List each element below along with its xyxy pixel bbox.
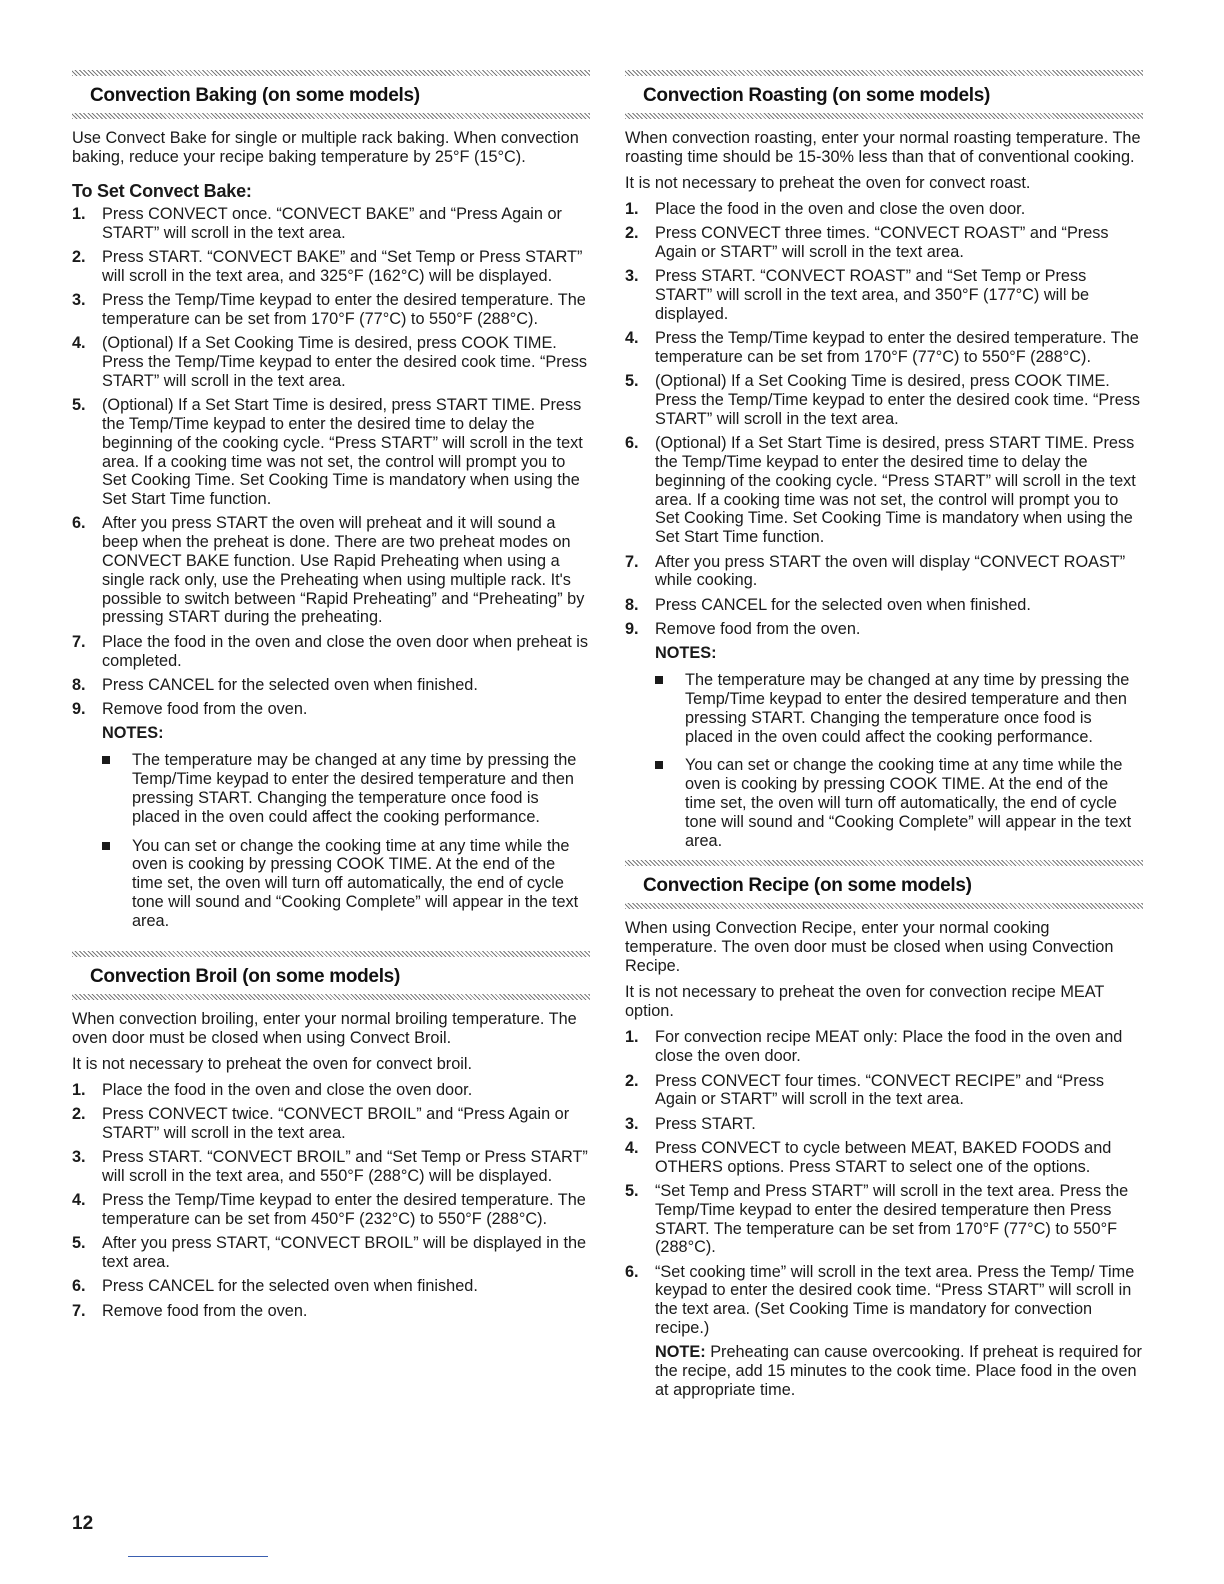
step-text: “Set Temp and Press START” will scroll in the text area. Press the Temp/Time keypad to enter the desired temperature then Press START. The temperature can be set from 170°F (77°C) to 550°F (288°C). bbox=[655, 1181, 1129, 1257]
footer-rule bbox=[128, 1556, 268, 1557]
step-text: Press CANCEL for the selected oven when finished. bbox=[655, 595, 1031, 614]
step-item bbox=[72, 1081, 590, 1100]
step-item bbox=[72, 248, 590, 286]
step-text: (Optional) If a Set Cooking Time is desired, press COOK TIME. Press the Temp/Time keypad to enter the desired cook time. “Press START” will scroll in the text area. bbox=[655, 372, 1141, 428]
step-text: Remove food from the oven. bbox=[102, 700, 308, 719]
hatch-rule bbox=[72, 994, 590, 1000]
step-text: After you press START, “CONVECT BROIL” will be displayed in the text area. bbox=[102, 1234, 587, 1271]
step-text: (Optional) If a Set Start Time is desired, press START TIME. Press the Temp/Time keypad to enter the desired time to delay the beginning of the cooking cycle. “Press START” will scroll in the text area. If a cooking time was not set, the control will prompt you to Set Cooking Time. Set Cooking Time is mandatory when using the Set Start Time function. bbox=[102, 396, 583, 509]
step-item bbox=[72, 205, 590, 243]
step-item bbox=[72, 1302, 590, 1321]
step-number: 5. bbox=[625, 1181, 639, 1200]
note-item bbox=[655, 671, 1143, 746]
step-item bbox=[72, 1191, 590, 1229]
square-bullet-icon bbox=[102, 842, 110, 850]
step-item bbox=[72, 291, 590, 329]
square-bullet-icon bbox=[655, 761, 663, 769]
step-item bbox=[625, 596, 1143, 615]
step-number: 2. bbox=[72, 1104, 86, 1123]
step-text: Place the food in the oven and close the oven door. bbox=[655, 200, 1026, 218]
subheading: To Set Convect Bake: bbox=[72, 181, 252, 201]
step-number: 7. bbox=[625, 552, 639, 571]
step-item bbox=[625, 553, 1143, 591]
step-text: Press START. “CONVECT ROAST” and “Set Temp or Press START” will scroll in the text area, and 350°F (177°C) will be displayed. bbox=[655, 267, 1090, 323]
notes-heading: NOTES: bbox=[655, 644, 717, 663]
hatch-rule bbox=[625, 113, 1143, 119]
step-text: After you press START the oven will preheat and it will sound a beep when the preheat is done. There are two preheat modes on CONVECT BAKE function. Use Rapid Preheating when using a single rack only, use the Preheating when using multiple rack. It's possible to switch between “Rapid Preheating” and “Preheating” by pressing START during the preheating. bbox=[102, 514, 585, 627]
step-number: 9. bbox=[72, 700, 86, 719]
hatch-rule bbox=[625, 903, 1143, 909]
right-column bbox=[625, 70, 1143, 1400]
step-item bbox=[625, 1115, 1143, 1134]
step-number: 1. bbox=[625, 200, 639, 218]
section-convection-broil bbox=[72, 951, 590, 1321]
step-number: 3. bbox=[625, 267, 639, 286]
step-text: Place the food in the oven and close the oven door. bbox=[102, 1080, 473, 1099]
step-text: (Optional) If a Set Start Time is desired, press START TIME. Press the Temp/Time keypad to enter the desired time to delay the beginning of the cooking cycle. “Press START” will scroll in the text area. If a cooking time was not set, the control will prompt you to Set Cooking Time. Set Cooking Time is mandatory when using the Set Start Time function. bbox=[655, 434, 1136, 547]
step-text: Press CONVECT three times. “CONVECT ROAST” and “Press Again or START” will scroll in the text area. bbox=[655, 224, 1109, 262]
step-text: After you press START the oven will display “CONVECT ROAST” while cooking. bbox=[655, 552, 1126, 590]
step-item bbox=[625, 224, 1143, 262]
section-header bbox=[625, 70, 1143, 119]
step-number: 6. bbox=[72, 514, 86, 533]
section-title: Convection Recipe (on some models) bbox=[643, 875, 972, 897]
step-number: 4. bbox=[625, 329, 639, 348]
step-number: 8. bbox=[72, 675, 86, 694]
step-text: Press CONVECT to cycle between MEAT, BAKED FOODS and OTHERS options. Press START to select one of the options. bbox=[655, 1138, 1112, 1176]
notes-list bbox=[655, 671, 1143, 850]
note-text: You can set or change the cooking time at any time while the oven is cooking by pressing COOK TIME. At the end of the time set, the oven will turn off automatically, the end of cycle tone will sound and “Cooking Complete” will appear in the text area. bbox=[685, 756, 1132, 850]
note-item bbox=[102, 837, 590, 931]
step-number: 8. bbox=[625, 595, 639, 614]
step-number: 4. bbox=[72, 334, 86, 353]
step-number: 7. bbox=[72, 632, 86, 651]
step-text: Press CANCEL for the selected oven when finished. bbox=[102, 675, 478, 694]
note-text: The temperature may be changed at any time by pressing the Temp/Time keypad to enter the desired temperature and then pressing START. Changing the temperature once food is placed in the oven could affect the cooking performance. bbox=[132, 751, 577, 826]
intro-paragraph: When convection broiling, enter your normal broiling temperature. The oven door must be closed when using Convect Broil. bbox=[72, 1009, 577, 1047]
step-item bbox=[72, 700, 590, 719]
step-text: Press CONVECT once. “CONVECT BAKE” and “Press Again or START” will scroll in the text area. bbox=[102, 205, 562, 242]
step-item bbox=[625, 200, 1143, 219]
square-bullet-icon bbox=[102, 756, 110, 764]
step-item bbox=[625, 1072, 1143, 1110]
step-number: 2. bbox=[625, 224, 639, 243]
step-item bbox=[72, 633, 590, 671]
step-number: 1. bbox=[72, 205, 86, 223]
step-item bbox=[72, 1277, 590, 1296]
step-number: 5. bbox=[72, 1234, 86, 1253]
notes-heading: NOTES: bbox=[102, 724, 164, 743]
section-header bbox=[625, 860, 1143, 909]
step-text: Press the Temp/Time keypad to enter the desired temperature. The temperature can be set from 170°F (77°C) to 550°F (288°C). bbox=[102, 291, 586, 328]
notes-list bbox=[102, 751, 590, 930]
step-number: 6. bbox=[625, 434, 639, 453]
intro-paragraph: It is not necessary to preheat the oven for convection recipe MEAT option. bbox=[625, 983, 1105, 1021]
intro-paragraph: When using Convection Recipe, enter your normal cooking temperature. The oven door must be closed when using Convection Recipe. bbox=[625, 919, 1114, 976]
step-text: (Optional) If a Set Cooking Time is desired, press COOK TIME. Press the Temp/Time keypad to enter the desired cook time. “Press START” will scroll in the text area. bbox=[102, 334, 588, 390]
step-item bbox=[625, 372, 1143, 428]
hatch-rule bbox=[72, 113, 590, 119]
step-number: 3. bbox=[72, 291, 86, 310]
step-text: Press START. “CONVECT BROIL” and “Set Temp or Press START” will scroll in the text area, and 550°F (288°C) will be displayed. bbox=[102, 1147, 588, 1185]
steps-list bbox=[625, 1028, 1143, 1337]
steps-list bbox=[625, 200, 1143, 639]
step-item bbox=[72, 1148, 590, 1186]
step-text: Press CONVECT twice. “CONVECT BROIL” and “Press Again or START” will scroll in the text area. bbox=[102, 1104, 570, 1142]
note-item bbox=[102, 751, 590, 826]
step-text: “Set cooking time” will scroll in the text area. Press the Temp/ Time keypad to enter the desired cook time. “Press START” will scroll in the text area. (Set Cooking Time is mandatory for convection recipe.) bbox=[655, 1262, 1135, 1338]
step-text: Place the food in the oven and close the oven door when preheat is completed. bbox=[102, 632, 589, 670]
intro-paragraph: It is not necessary to preheat the oven for convect broil. bbox=[72, 1054, 473, 1073]
step-number: 3. bbox=[72, 1147, 86, 1166]
note-paragraph bbox=[655, 1343, 1143, 1399]
step-text: Press START. bbox=[655, 1114, 756, 1133]
step-text: Press CANCEL for the selected oven when finished. bbox=[102, 1277, 478, 1296]
step-item bbox=[625, 329, 1143, 367]
note-text: The temperature may be changed at any time by pressing the Temp/Time keypad to enter the desired temperature and then pressing START. Changing the temperature once food is placed in the oven could affect the cooking performance. bbox=[685, 671, 1130, 746]
section-title: Convection Baking (on some models) bbox=[90, 85, 420, 106]
step-item bbox=[72, 1234, 590, 1272]
step-text: Remove food from the oven. bbox=[655, 619, 861, 638]
page-number: 12 bbox=[72, 1513, 94, 1534]
step-text: Remove food from the oven. bbox=[102, 1301, 308, 1320]
step-number: 4. bbox=[72, 1191, 86, 1210]
square-bullet-icon bbox=[655, 676, 663, 684]
step-number: 1. bbox=[625, 1028, 639, 1047]
step-number: 5. bbox=[72, 396, 86, 415]
step-number: 4. bbox=[625, 1138, 639, 1157]
note-label: NOTE: bbox=[655, 1343, 706, 1362]
step-item bbox=[72, 396, 590, 509]
step-item bbox=[625, 1139, 1143, 1177]
section-title: Convection Roasting (on some models) bbox=[643, 85, 991, 106]
step-text: Press the Temp/Time keypad to enter the desired temperature. The temperature can be set from 170°F (77°C) to 550°F (288°C). bbox=[655, 329, 1139, 367]
intro-paragraph: It is not necessary to preheat the oven for convect roast. bbox=[625, 174, 1031, 192]
section-header bbox=[72, 70, 590, 119]
left-column bbox=[72, 70, 590, 1326]
step-text: Press the Temp/Time keypad to enter the desired temperature. The temperature can be set from 450°F (232°C) to 550°F (288°C). bbox=[102, 1191, 586, 1228]
step-text: Press START. “CONVECT BAKE” and “Set Temp or Press START” will scroll in the text area, and 325°F (162°C) will be displayed. bbox=[102, 248, 583, 285]
step-number: 2. bbox=[72, 248, 86, 267]
steps-list bbox=[72, 205, 590, 719]
step-number: 7. bbox=[72, 1301, 86, 1320]
step-item bbox=[72, 676, 590, 695]
step-item bbox=[72, 334, 590, 390]
note-text: Preheating can cause overcooking. If preheat is required for the recipe, add 15 minutes to the cook time. Place food in the oven at appropriate time. bbox=[655, 1343, 1142, 1399]
section-title: Convection Broil (on some models) bbox=[90, 965, 400, 987]
intro-paragraph: Use Convect Bake for single or multiple rack baking. When convection baking, reduce your recipe baking temperature by 25°F (15°C). bbox=[72, 129, 579, 166]
step-item bbox=[72, 1105, 590, 1143]
step-item bbox=[625, 267, 1143, 323]
section-header bbox=[72, 951, 590, 1000]
step-item bbox=[625, 1028, 1143, 1066]
intro-paragraph: When convection roasting, enter your normal roasting temperature. The roasting time should be 15-30% less than that of conventional cooking. bbox=[625, 129, 1141, 166]
step-item bbox=[625, 1263, 1143, 1338]
step-number: 2. bbox=[625, 1071, 639, 1090]
step-number: 1. bbox=[72, 1080, 86, 1099]
step-item bbox=[72, 514, 590, 627]
step-item bbox=[625, 434, 1143, 547]
step-number: 6. bbox=[625, 1262, 639, 1281]
step-item bbox=[625, 620, 1143, 639]
step-number: 3. bbox=[625, 1114, 639, 1133]
step-item bbox=[625, 1182, 1143, 1257]
section-convection-roasting bbox=[625, 70, 1143, 850]
step-text: Press CONVECT four times. “CONVECT RECIPE” and “Press Again or START” will scroll in the text area. bbox=[655, 1071, 1105, 1109]
note-text: You can set or change the cooking time at any time while the oven is cooking by pressing COOK TIME. At the end of the time set, the oven will turn off automatically, the end of cycle tone will sound and “Cooking Complete” will appear in the text area. bbox=[132, 836, 579, 930]
section-convection-recipe bbox=[625, 860, 1143, 1399]
note-item bbox=[655, 756, 1143, 850]
step-text: For convection recipe MEAT only: Place the food in the oven and close the oven door. bbox=[655, 1028, 1123, 1066]
step-number: 6. bbox=[72, 1277, 86, 1296]
section-convection-baking bbox=[72, 70, 590, 931]
step-number: 9. bbox=[625, 619, 639, 638]
step-number: 5. bbox=[625, 372, 639, 391]
steps-list bbox=[72, 1081, 590, 1321]
